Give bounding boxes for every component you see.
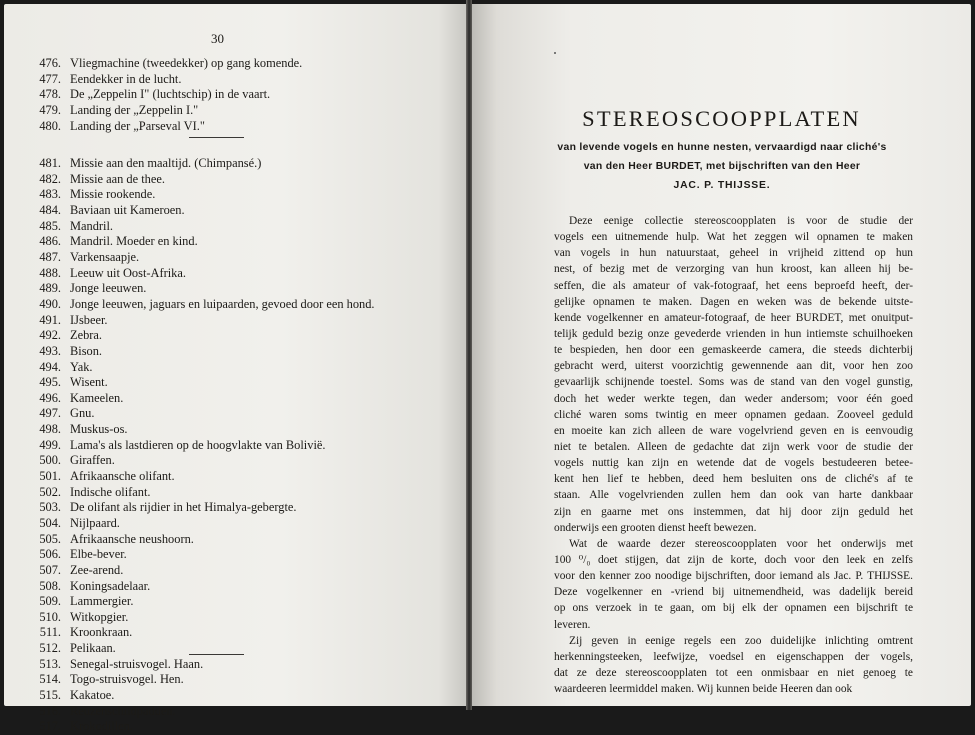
plate-title: Koningsadelaar. (70, 578, 151, 593)
plate-number: 478. (39, 87, 61, 102)
text-line: doch het weder werkte tegen, dan weder andersom; voor één goed (554, 392, 913, 405)
plate-entry (34, 187, 454, 203)
text-line: Deze vogelkenner en -vriend bij uitnemendheid, was dadelijk bereid (554, 586, 913, 599)
plate-entry (34, 56, 454, 72)
plate-title: Kameelen. (70, 390, 124, 405)
plate-entry (34, 672, 454, 688)
page-heading: STEREOSCOOPPLATEN (582, 106, 861, 131)
plate-entry (34, 453, 454, 469)
plate-entry (34, 203, 454, 219)
plate-entry (34, 579, 454, 595)
plate-number: 497. (39, 406, 61, 421)
plate-number: 510. (39, 609, 61, 624)
text-line: van vogels in hun natuurstaat, geheel in vrijheid zittend op hun (554, 247, 913, 260)
plate-number: 515. (39, 687, 61, 702)
list-gap (34, 134, 454, 156)
plate-number: 499. (39, 437, 61, 452)
plate-number: 487. (39, 250, 61, 265)
plate-entry (34, 328, 454, 344)
text-line: voor den kenner zoo noodige bijschriften, door iemand als Jac. P. THIJSSE. (554, 570, 913, 583)
plate-title: IJsbeer. (70, 312, 108, 327)
plate-title: Togo-struisvogel. Hen. (70, 672, 184, 687)
plate-number: 485. (39, 218, 61, 233)
plate-number: 501. (39, 469, 61, 484)
text-line: Deze eenige collectie stereoscoopplaten is voor de studie der (569, 215, 913, 227)
text-line: seffen, die als amateur of vak-fotograaf, het eens beproefd heeft, der- (554, 279, 913, 292)
text-line: vogels een uitnemende hulp. Wat het zeggen wil opnamen te maken (554, 231, 913, 244)
plate-entry (34, 234, 454, 250)
section-divider (189, 137, 244, 138)
text-line: niet te betalen. Alleen de gedachte dat zijn werk voor de studie der (554, 440, 913, 453)
plate-title: Giraffen. (70, 453, 115, 468)
plate-number: 507. (39, 562, 61, 577)
text-line: gelijke opnamen te maken. Dagen en weken was de bekende uitste- (554, 295, 913, 308)
plate-title: Vliegmachine (tweedekker) op gang komende. (70, 56, 303, 70)
plate-number: 502. (39, 484, 61, 499)
plate-entry (34, 391, 454, 407)
plate-entry (34, 375, 454, 391)
end-divider (189, 654, 244, 655)
plate-number: 491. (39, 312, 61, 327)
plate-number: 506. (39, 547, 61, 562)
text-line: waardeeren leermiddel maken. Wij kunnen beide Heeren dan ook (554, 683, 853, 696)
body-paragraph-2 (554, 536, 913, 633)
plate-title: Eendekker in de lucht. (70, 71, 182, 86)
plate-entry (34, 547, 454, 563)
text-line: gebracht werd, uiterst voorzichtig gewennende aan dit, voor hen zoo (554, 360, 913, 373)
plate-title: Landing der „Zeppelin I." (70, 102, 199, 117)
plate-title: Missie aan de thee. (70, 171, 165, 186)
plate-entry (34, 532, 454, 548)
plate-number: 483. (39, 187, 61, 202)
plate-title: Missie rookende. (70, 187, 156, 202)
plate-title: Indische olifant. (70, 484, 151, 499)
plate-entry (34, 156, 454, 172)
text-line: kende vogelkenner en amateur-fotograaf, de heer BURDET, met onuitput- (554, 311, 913, 324)
plate-number: 500. (39, 453, 61, 468)
plate-entry (34, 313, 454, 329)
plate-entry (34, 266, 454, 282)
text-line: onderwijs een grooten dienst heeft bewezen. (554, 521, 757, 534)
paper-speck (554, 52, 556, 54)
plate-number: 484. (39, 203, 61, 218)
plate-title: De olifant als rijdier in het Himalya-gebergte. (70, 500, 297, 515)
plate-title: Baviaan uit Kameroen. (70, 203, 185, 218)
text-line: herkenningsteeken, leefwijze, voedsel en eigenschappen der vogels, (554, 650, 913, 663)
plate-number: 503. (39, 500, 61, 515)
text-line: nest, of bezig met de verzorging van hun kroost, kan alleen hij be- (554, 263, 913, 276)
plate-title: Jonge leeuwen, jaguars en luipaarden, gevoed door een hond. (70, 296, 375, 311)
plate-title: Afrikaansche neushoorn. (70, 531, 194, 546)
text-line: gevaarlijk schijnende toestel. Soms was de stand van den vogel gunstig, (554, 376, 913, 389)
plate-entry (34, 344, 454, 360)
plate-title: Zebra. (70, 328, 102, 343)
plate-entry (34, 641, 454, 657)
plate-title: Lama's als lastdieren op de hoogvlakte van Bolivië. (70, 437, 326, 452)
text-line: Zij geven in eenige regels een zoo duidelijke inlichting omtrent (569, 634, 913, 647)
plate-title: Wisent. (70, 375, 108, 390)
plate-number: 517. (39, 719, 61, 734)
text-line: vogels nuttig kan zijn en wetende dat de vogels bestudeeren betee- (554, 457, 913, 470)
plate-entry (34, 406, 454, 422)
plate-title: Yak. (70, 359, 93, 374)
plate-entry (34, 610, 454, 626)
plate-entry (34, 485, 454, 501)
plate-title: Witkopgier. (70, 609, 129, 624)
text-line: cliché waren soms twintig en meer opnamen gedaan. Zooveel geduld (554, 408, 913, 421)
plate-number: 494. (39, 359, 61, 374)
plate-entry (34, 704, 454, 720)
plate-entry (34, 438, 454, 454)
text-line: telijk geduld bezig onze gevederde vrienden in hun intiemste schuilhoeken (554, 327, 913, 340)
plate-number: 496. (39, 390, 61, 405)
plate-number: 512. (39, 641, 61, 656)
plate-title: Afrikaansche olifant. (70, 469, 175, 484)
plate-number: 489. (39, 281, 61, 296)
plate-number: 513. (39, 656, 61, 671)
plate-title: Leeuw uit Oost-Afrika. (70, 265, 186, 280)
plate-number: 498. (39, 422, 61, 437)
plate-number: 508. (39, 578, 61, 593)
plate-title: Elbe-bever. (70, 547, 127, 562)
text-line: staan. Alle vogelvrienden zullen hem dan ook van harte dankbaar (554, 489, 913, 502)
plate-title: Gnu. (70, 406, 95, 421)
plate-number: 505. (39, 531, 61, 546)
plate-number: 516. (39, 703, 61, 718)
plate-title: Mandril. Moeder en kind. (70, 234, 198, 249)
right-page (472, 4, 971, 706)
plate-title: De „Zeppelin I" (luchtschip) in de vaart. (70, 87, 271, 102)
text-line: kent hen lief te hebben, deed hem besluiten ons de cliché's af te (554, 473, 913, 486)
text-line: 100 ⁰/₀ doet stijgen, dat zijn de korte, doch voor den leek en zelfs (554, 553, 913, 566)
plate-title: Landing der „Parseval VI." (70, 118, 205, 133)
subheading-line-3: JAC. P. THIJSSE. (673, 180, 771, 191)
plate-entry (34, 87, 454, 103)
plate-number: 514. (39, 672, 61, 687)
plate-entry (34, 219, 454, 235)
plate-entry (34, 500, 454, 516)
plate-number: 477. (39, 71, 61, 86)
plate-entry (34, 469, 454, 485)
plate-title: Zee-arend. (70, 562, 124, 577)
plate-entry (34, 516, 454, 532)
text-line: zijn en gaarne met ons instemmen, dat hij door zijn geduld het (554, 505, 913, 518)
plate-number: 481. (39, 156, 61, 171)
text-line: en moeite kan zich alleen de ware vogelvriend geven en is eenvoudig (554, 424, 913, 437)
plate-number: 492. (39, 328, 61, 343)
plate-number: 504. (39, 515, 61, 530)
plate-entry (34, 594, 454, 610)
plate-number: 482. (39, 171, 61, 186)
plate-title: Varkensaapje. (70, 250, 140, 265)
plate-number: 486. (39, 234, 61, 249)
text-line: dat ze deze stereoscoopplaten tot een onmisbaar en niet genoeg te (554, 666, 913, 679)
plate-title: Nijlpaard. (70, 515, 120, 530)
plate-number: 476. (39, 56, 61, 70)
plate-entry (34, 422, 454, 438)
plate-title: Kroonkraan. (70, 625, 133, 640)
plate-number: 480. (39, 118, 61, 133)
plate-entry (34, 625, 454, 641)
plate-title: Jonge leeuwen. (70, 281, 147, 296)
plate-number: 495. (39, 375, 61, 390)
text-line: op ons verzoek in te gaan, om bij elk der opnamen een bijschrift te (554, 602, 913, 615)
plate-entry (34, 688, 454, 704)
body-text (554, 213, 913, 697)
plate-entry (34, 72, 454, 88)
text-line: leveren. (554, 618, 591, 631)
plate-title: Mandril. (70, 218, 114, 233)
plate-title: Senegal-struisvogel. Haan. (70, 656, 204, 671)
plate-entry (34, 172, 454, 188)
body-paragraph-3 (554, 633, 913, 698)
plate-list (34, 56, 454, 735)
plate-title: Muskus-os. (70, 422, 128, 437)
subheading-line-2: van den Heer BURDET, met bijschriften van den Heer (583, 161, 861, 172)
plate-entry (34, 281, 454, 297)
text-line: te bespieden, hen door een gemaskeerde camera, die steeds dichterbij (554, 344, 913, 357)
plate-title: Kakatoe. (70, 687, 115, 702)
plate-number: 509. (39, 594, 61, 609)
plate-entry (34, 250, 454, 266)
plate-title: Lammergier. (70, 594, 134, 609)
plate-title: Krokodillen. (70, 719, 133, 734)
plate-title: Pelikaan. (70, 641, 116, 656)
subheading-line-1: van levende vogels en hunne nesten, vervaardigd naar cliché's (557, 142, 887, 153)
page-number: 30 (211, 31, 224, 46)
plate-title: Reuzenschildpadden. (70, 703, 176, 718)
plate-number: 479. (39, 102, 61, 117)
body-paragraph-1 (554, 213, 913, 536)
plate-entry (34, 719, 454, 735)
plate-number: 493. (39, 343, 61, 358)
plate-entry (34, 119, 454, 135)
plate-entry (34, 103, 454, 119)
plate-number: 511. (39, 625, 61, 640)
plate-number: 488. (39, 265, 61, 280)
plate-entry (34, 297, 454, 313)
plate-entry (34, 657, 454, 673)
plate-entry (34, 563, 454, 579)
plate-entry (34, 360, 454, 376)
left-page (4, 4, 466, 734)
plate-number: 490. (39, 296, 61, 311)
plate-title: Missie aan den maaltijd. (Chimpansé.) (70, 156, 262, 171)
text-line: Wat de waarde dezer stereoscoopplaten voor het onderwijs met (569, 537, 913, 550)
plate-title: Bison. (70, 343, 103, 358)
